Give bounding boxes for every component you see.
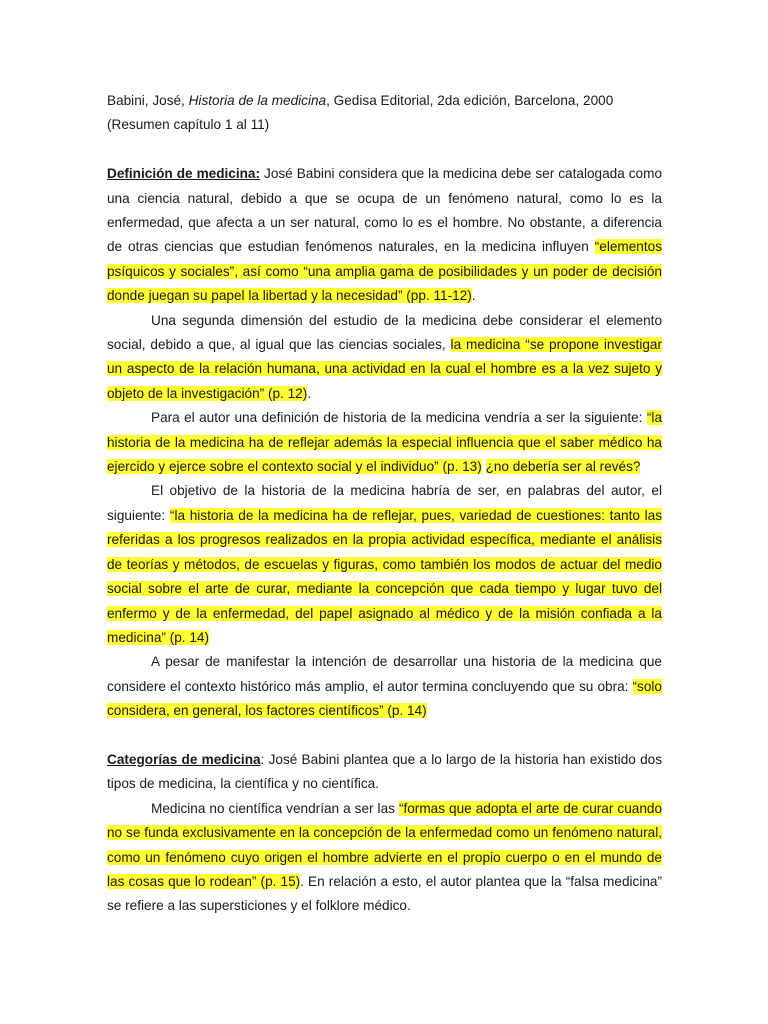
citation-publisher: , Gedisa Editorial, 2da edición, Barcelona, 2000 [326,93,614,108]
section1-paragraph2 [107,309,662,407]
s1p2-text: Una segunda dimensión del estudio de la medicina debe considerar el elemento social, debido a que, al igual que las ciencias sociales, [107,312,662,353]
s1p5-text: A pesar de manifestar la intención de desarrollar una historia de la medicina que considere el contexto histórico más amplio, el autor termina concluyendo que su obra: [107,654,662,694]
spacer [107,724,662,748]
s1p1-highlight: “elementos psíquicos y sociales”, así como “una amplia gama de posibilidades y un poder de decisión donde juegan su papel la libertad y la necesidad” (pp. 11-12) [107,239,662,304]
section1-paragraph5 [107,650,662,723]
citation-title: Historia de la medicina [188,93,327,108]
section2-paragraph2 [107,797,662,919]
spacer [107,138,662,162]
s1p1-end: . [471,288,476,304]
s1p3-question: ¿no debería ser al revés? [485,459,641,475]
citation-line [107,89,662,113]
s1p3-text: Para el autor una definición de historia de la medicina vendría a ser la siguiente: [151,410,647,426]
s1p2-highlight: la medicina “se propone investigar un aspecto de la relación humana, una actividad en la cual el hombre es a la vez sujeto y objeto de la investigación” (p. 12) [107,337,663,401]
section1-paragraph1 [107,162,662,308]
section1-paragraph3 [107,406,662,479]
section1-paragraph4 [107,479,662,650]
citation-author: Babini, José, [107,93,189,108]
s1p3-space [482,459,486,474]
s1p5-highlight: “solo considera, en general, los factores científicos” (p. 14) [107,678,662,719]
citation-subtitle: (Resumen capítulo 1 al 11) [107,117,270,133]
s2p2-end: . En relación a esto, el autor plantea que la “falsa medicina” se refiere a las supersticiones y el folklore médico. [107,873,662,914]
s2p1-text: : José Babini plantea que a lo largo de la historia han existido dos tipos de medicina, la científica y no científica. [107,751,662,792]
section2-heading: Categorías de medicina [107,751,261,767]
section1-heading: Definición de medicina: [107,166,261,182]
s2p2-highlight: “formas que adopta el arte de curar cuando no se funda exclusivamente en la concepción de la enfermedad como un fenómeno natural, como un fenómeno cuyo origen el hombre advierte en el propio cuerpo o en el mundo de las cosas que lo rodean” (p. 15) [107,800,662,889]
s1p4-highlight: “la historia de la medicina ha de reflejar, pues, variedad de cuestiones: tanto las referidas a los progresos realizados en la propia actividad específica, mediante el análisis de teorías y métodos, de escuelas y figuras, como también los modos de actuar del medio social sobre el arte de curar, mediante la concepción que cada tiempo y lugar tuvo del enfermo y de la enfermedad, del papel asignado al médico y de la misión confiada a la medicina” (p. 14) [107,507,663,645]
s1p4-text: El objetivo de la historia de la medicina habría de ser, en palabras del autor, el siguiente: [107,483,662,523]
s1p2-end: . [307,385,312,401]
document-page [107,89,662,919]
s2p2-text: Medicina no científica vendrían a ser las [151,800,399,816]
s1p1-text: José Babini considera que la medicina debe ser catalogada como una ciencia natural, debido a que se ocupa de un fenómeno natural, como lo es la enfermedad, que afecta a un ser natural, como lo es el hombre. No obstante, a diferencia de otras ciencias que estudian fenómenos naturales, en la medicina influyen [107,166,662,255]
s1p3-highlight: “la historia de la medicina ha de reflejar además la especial influencia que el saber médico ha ejercido y ejerce sobre el contexto social y el individuo” (p. 13) [107,410,662,475]
section2-paragraph1 [107,748,662,797]
